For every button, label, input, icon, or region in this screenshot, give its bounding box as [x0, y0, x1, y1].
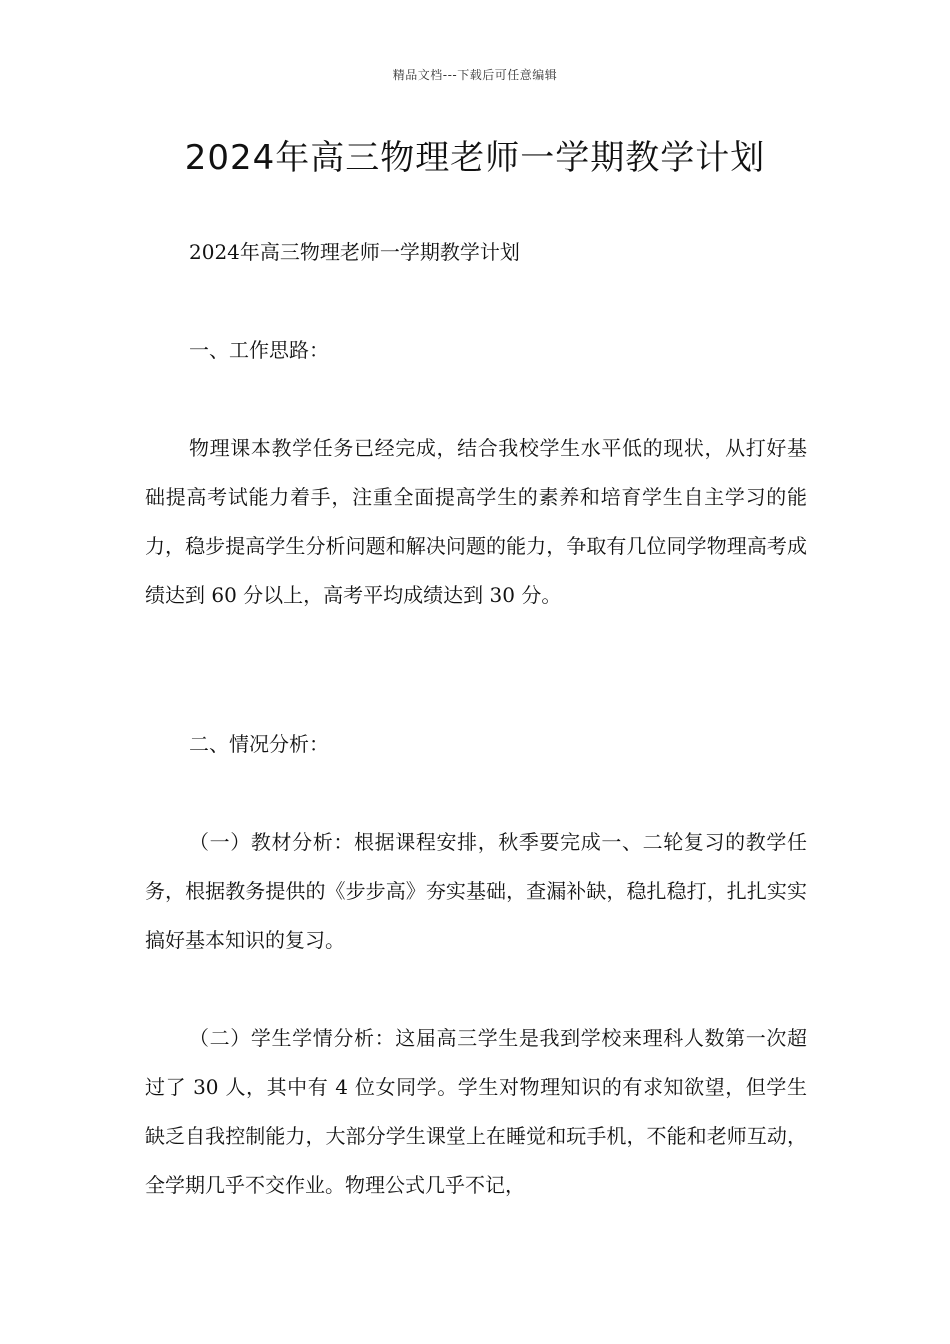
section2-heading: 二、情况分析：: [189, 732, 329, 756]
section1-body-paragraph: 物理课本教学任务已经完成，结合我校学生水平低的现状，从打好基础提高考试能力着手，注重全面提高学生的素养和培育学生自主学习的能力，稳步提高学生分析问题和解决问题的能力，争取有几位同学物理高考成绩达到 60 分以上，高考平均成绩达到 30 分。: [145, 436, 807, 607]
section2-textbook-analysis-paragraph: （一）教材分析：根据课程安排，秋季要完成一、二轮复习的教学任务，根据教务提供的《步步高》夯实基础，查漏补缺，稳扎稳打，扎扎实实搞好基本知识的复习。: [145, 830, 807, 952]
section2-student-analysis-paragraph: （二）学生学情分析：这届高三学生是我到学校来理科人数第一次超过了 30 人，其中有 4 位女同学。学生对物理知识的有求知欲望，但学生缺乏自我控制能力，大部分学生课堂上在睡觉和玩手机，不能和老师互动，全学期几乎不交作业。物理公式几乎不记，: [145, 1026, 807, 1197]
header-note: 精品文档---下载后可任意编辑: [392, 68, 558, 82]
subtitle-paragraph: 2024年高三物理老师一学期教学计划: [189, 240, 520, 264]
document-title: 2024年高三物理老师一学期教学计划: [184, 138, 766, 178]
section1-heading: 一、工作思路：: [189, 338, 329, 362]
